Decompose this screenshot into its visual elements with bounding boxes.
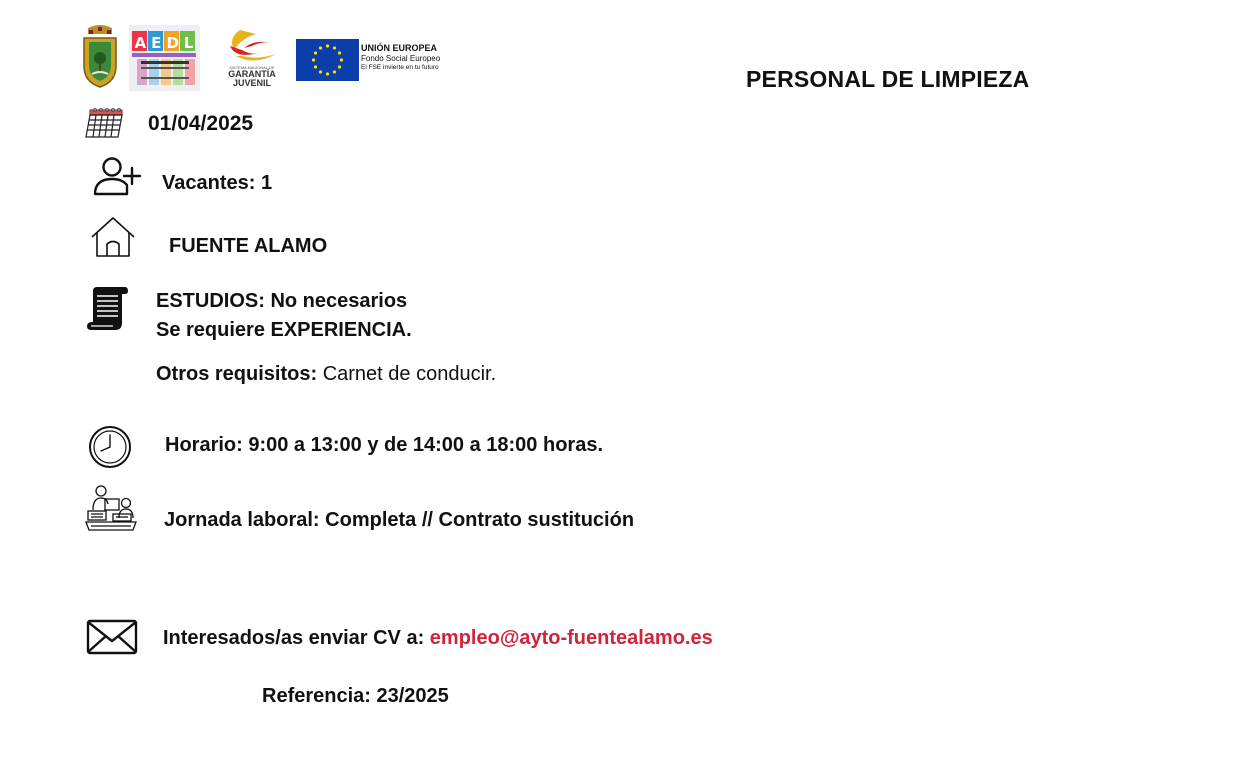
garantia-line-2: GARANTÍA — [228, 69, 276, 79]
aedl-letter: E — [151, 34, 162, 52]
location-label: FUENTE ALAMO — [169, 235, 328, 257]
garantia-line-1: SISTEMA NACIONAL DE — [229, 65, 275, 70]
studies-line-1: ESTUDIOS: No necesarios — [156, 290, 408, 312]
reference-label: Referencia: 23/2025 — [262, 685, 449, 707]
contact-line — [163, 626, 713, 650]
other-requirements-label: Otros requisitos: — [156, 363, 318, 385]
workers-icon — [85, 484, 137, 532]
page-title: PERSONAL DE LIMPIEZA — [746, 66, 1030, 92]
date-value: 01/04/2025 — [148, 112, 254, 135]
clock-icon — [88, 425, 132, 469]
eu-text-block — [361, 44, 440, 73]
contact-email-link[interactable]: empleo@ayto-fuentealamo.es — [429, 627, 713, 649]
aedl-letter: L — [183, 34, 194, 52]
aedl-letter: D — [166, 34, 179, 52]
envelope-icon — [86, 619, 138, 655]
eu-flag-logo — [296, 39, 359, 81]
calendar-icon — [84, 107, 124, 139]
aedl-letter: A — [134, 34, 147, 52]
vacancies-label: Vacantes: 1 — [162, 172, 273, 194]
contact-label: Interesados/as enviar CV a: — [163, 627, 430, 649]
crest-logo — [80, 24, 120, 90]
workday-label: Jornada laboral: Completa // Contrato sustitución — [164, 509, 635, 531]
scroll-icon — [85, 287, 129, 333]
garantia-juvenil-logo — [222, 26, 282, 92]
other-requirements — [156, 362, 496, 386]
studies-line-2: Se requiere EXPERIENCIA. — [156, 319, 412, 341]
add-user-icon — [92, 156, 144, 196]
schedule-label: Horario: 9:00 a 13:00 y de 14:00 a 18:00 horas. — [165, 434, 604, 456]
eu-slogan: El FSE invierte en tu futuro — [361, 64, 439, 71]
garantia-line-3: JUVENIL — [232, 78, 271, 88]
eu-title: UNIÓN EUROPEA — [361, 43, 438, 53]
aedl-logo — [129, 25, 200, 91]
eu-fund: Fondo Social Europeo — [361, 53, 441, 63]
house-icon — [91, 217, 135, 259]
other-requirements-value: Carnet de conducir. — [317, 363, 497, 385]
